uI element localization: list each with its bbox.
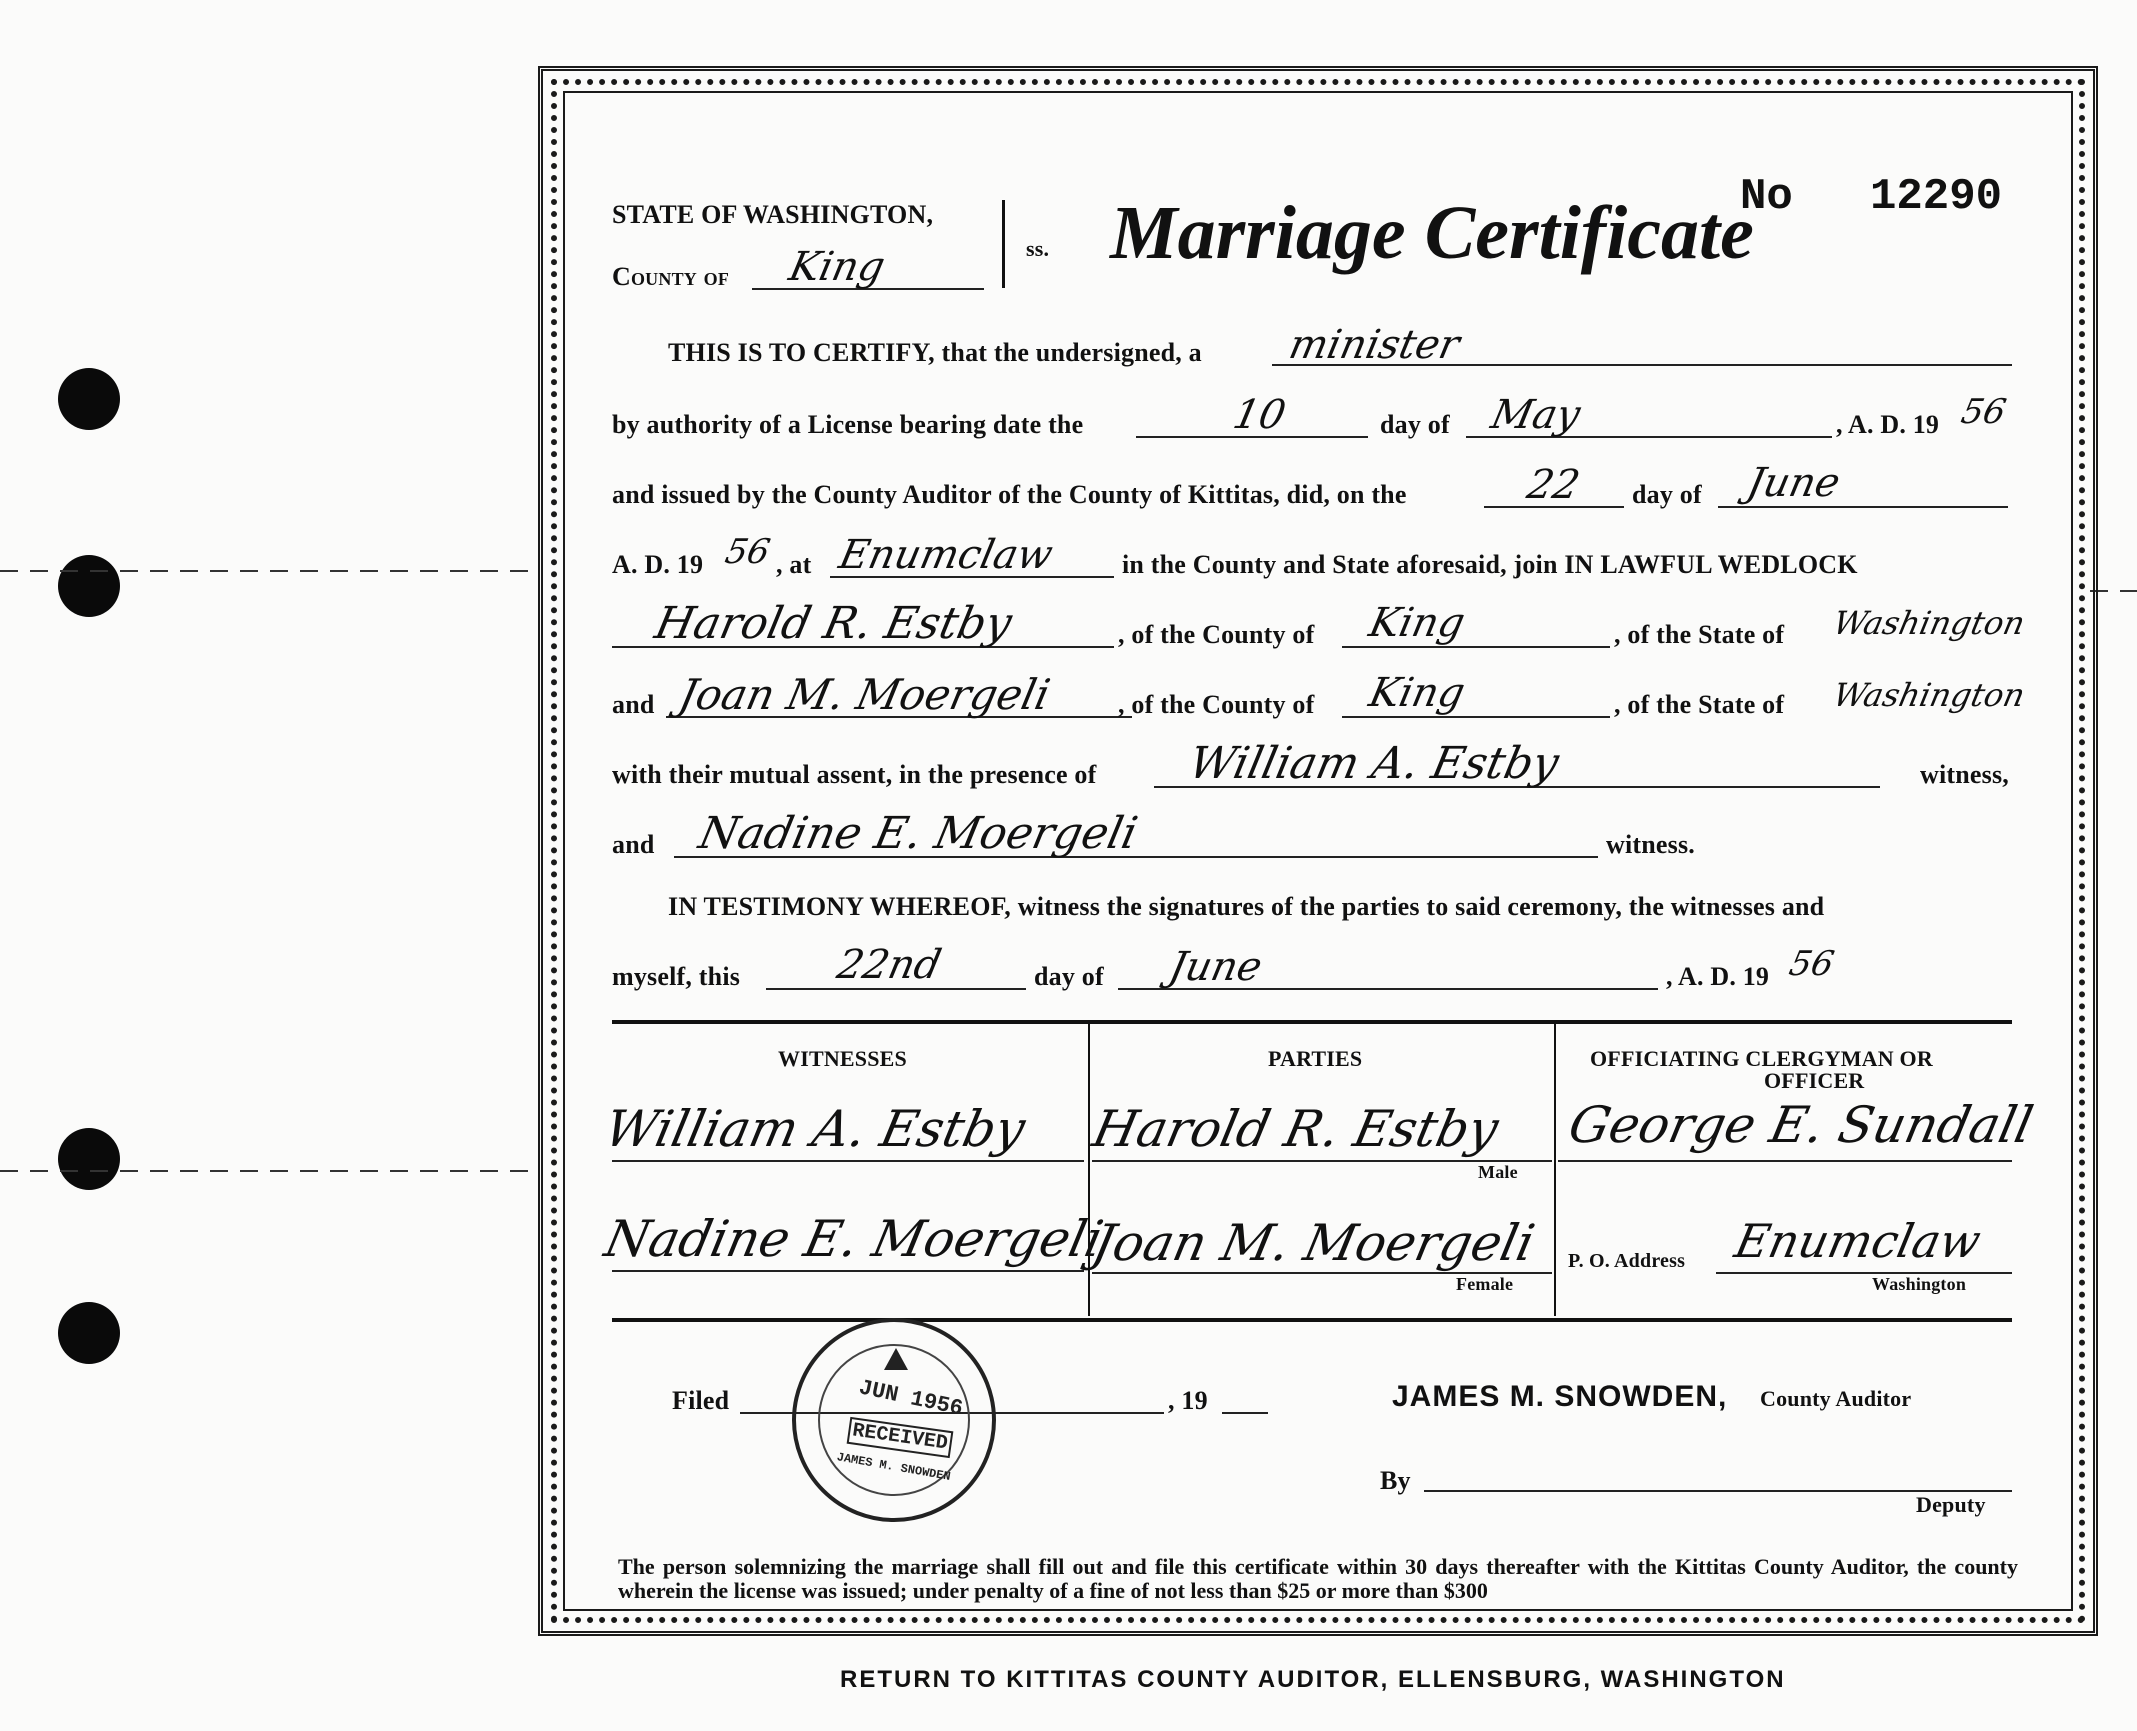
officiating-header: OFFICIATING CLERGYMAN OR [1590,1046,1933,1071]
testimony-day-line [766,988,1026,990]
deputy-label: Deputy [1916,1492,1986,1517]
table-divider [1554,1024,1556,1316]
brace [1002,200,1009,288]
license-year: 56 [1957,392,2010,432]
punch-hole [58,1128,120,1190]
testimony-day-of: day of [1034,962,1104,991]
testimony-year: 56 [1785,944,1838,984]
ceremony-day: 22 [1523,462,1584,508]
license-day-of: day of [1380,410,1450,439]
bride-name: Joan M. Moergeli [674,670,1055,719]
auditor-name: JAMES M. SNOWDEN, [1392,1380,1728,1413]
filed-label: Filed [672,1386,730,1415]
license-day: 10 [1229,392,1290,438]
officiant-title: minister [1285,322,1464,368]
license-text: by authority of a License bearing date the [612,410,1084,439]
county-value: King [785,244,889,290]
po-address-label: P. O. Address [1568,1250,1686,1272]
ceremony-year: 56 [721,532,774,572]
testimony-text: IN TESTIMONY WHEREOF, witness the signatures of the parties to said ceremony, the witnesses and [668,892,1825,921]
witness2-name: Nadine E. Moergeli [694,808,1142,859]
witness-signature-2: Nadine E. Moergeli [599,1210,1109,1268]
officiant-sig-line [1558,1160,2012,1162]
filed-year-prefix: , 19 [1168,1386,1208,1415]
testimony-day: 22nd [833,942,946,988]
punch-hole [58,555,120,617]
ceremony-day-of: day of [1632,480,1702,509]
table-bottom-rule [612,1318,2012,1322]
po-address-line [1716,1272,2012,1274]
license-month: May [1487,392,1585,438]
female-label: Female [1456,1274,1514,1294]
officiant-signature: George E. Sundall [1563,1096,2038,1154]
auditor-title: County Auditor [1760,1386,1912,1411]
table-top-rule [612,1020,2012,1024]
certificate-title: Marriage Certificate [1110,191,1754,275]
witness-sig-line-2 [612,1270,1084,1272]
ceremony-month-line [1718,506,2008,508]
fold-mark [0,1170,540,1172]
stamp-auditor: JAMES M. SNOWDEN [835,1450,952,1484]
testimony-ad: , A. D. 19 [1666,962,1770,991]
bride-state: Washington [1829,676,2029,714]
witness-signature-1: William A. Estby [599,1100,1031,1158]
presence-text: with their mutual assent, in the presence of [612,760,1097,789]
ss-label: ss. [1026,236,1050,261]
groom-county-line [1342,646,1610,648]
parties-header: PARTIES [1268,1046,1363,1071]
groom-name: Harold R. Estby [650,598,1017,649]
groom-state: Washington [1829,604,2029,642]
stamp-arrow-icon [884,1348,908,1370]
witness1-label: witness, [1920,760,2009,789]
certificate-number: 12290 [1870,172,2003,222]
male-label: Male [1478,1162,1518,1182]
certificate-number-label: No [1740,172,1793,222]
issued-text: and issued by the County Auditor of the County of Kittitas, did, on the [612,480,1407,509]
license-ad: , A. D. 19 [1836,410,1940,439]
po-state-label: Washington [1872,1274,1967,1294]
ceremony-place: Enumclaw [835,532,1057,578]
groom-county-label: , of the County of [1118,620,1315,649]
officiating-header-2: OFFICER [1764,1068,1865,1093]
myself-text: myself, this [612,962,741,991]
witness-sig-line-1 [612,1160,1084,1162]
party-signature-female: Joan M. Moergeli [1087,1214,1540,1272]
witnesses-header: WITNESSES [778,1046,907,1071]
po-address-value: Enumclaw [1730,1214,1986,1268]
wedlock-text: in the County and State aforesaid, join IN LAWFUL WEDLOCK [1122,550,1858,579]
received-stamp [792,1318,996,1522]
stamp-received: RECEIVED [847,1417,954,1458]
and-label: and [612,690,655,719]
ceremony-month: June [1743,460,1845,506]
punch-hole [58,368,120,430]
table-divider [1088,1024,1090,1316]
by-label: By [1380,1466,1411,1495]
party-signature-male: Harold R. Estby [1087,1100,1504,1158]
bride-county-label: , of the County of [1118,690,1315,719]
filed-year-line [1222,1412,1268,1414]
stamp-date: JUN 1956 [856,1375,966,1422]
punch-hole [58,1302,120,1364]
testimony-month: June [1165,944,1267,990]
bride-county-line [1342,716,1610,718]
return-address: RETURN TO KITTITAS COUNTY AUDITOR, ELLENSBURG, WASHINGTON [840,1666,1786,1693]
ad-prefix: A. D. 19 [612,550,704,579]
bride-state-label: , of the State of [1614,690,1785,719]
groom-state-label: , of the State of [1614,620,1785,649]
witness2-label: witness. [1606,830,1695,859]
bride-county: King [1365,670,1469,716]
county-label: County of [612,262,730,291]
fold-mark [0,570,540,572]
witness1-name: William A. Estby [1184,738,1564,789]
filing-notice: The person solemnizing the marriage shall fill out and file this certificate within 30 days thereafter with the Kittitas County Auditor, the county wherein the license was issued; under penalty of a fine of not less than $25 or more than $300 [618,1554,2018,1603]
state-label: STATE OF WASHINGTON, [612,200,934,229]
groom-county: King [1365,600,1469,646]
at-label: , at [776,550,812,579]
and-label-2: and [612,830,655,859]
certify-text: THIS IS TO CERTIFY, that the undersigned, a [668,338,1202,367]
